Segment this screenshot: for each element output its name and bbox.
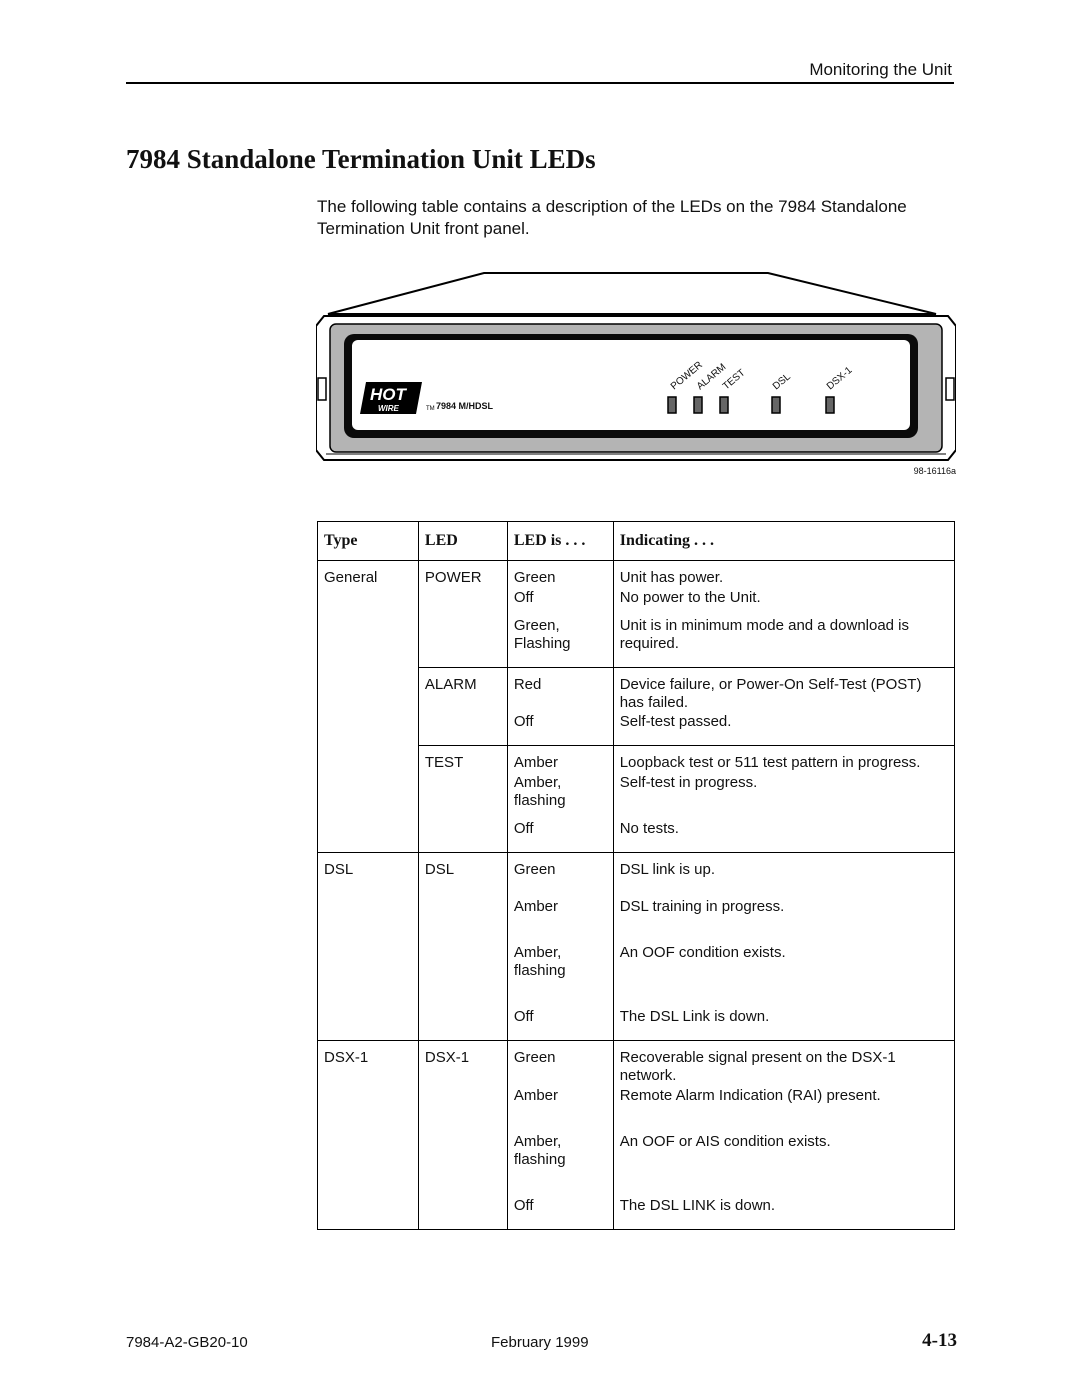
led-label-power: POWER [668,359,705,393]
led-cell [418,1133,507,1197]
table-row [318,774,955,820]
header-rule [126,82,954,84]
footer-date: February 1999 [491,1334,589,1351]
led-cell [418,820,507,853]
led-cell: POWER [418,561,507,589]
table-row [318,820,955,853]
table-header-row [318,522,955,561]
led-cell [418,589,507,617]
table-row [318,713,955,746]
state-cell: Green [507,852,613,898]
state-cell: Green [507,1041,613,1087]
meaning-cell: DSL training in progress. [613,898,954,944]
meaning-cell: Device failure, or Power-On Self-Test (POST) has failed. [613,667,954,713]
table-row [318,1133,955,1197]
table-row [318,667,955,713]
type-cell [318,1197,419,1230]
type-cell [318,944,419,1008]
svg-text:WIRE: WIRE [378,404,399,413]
led-cell [418,1087,507,1133]
state-cell: Amber, flashing [507,944,613,1008]
type-cell [318,774,419,820]
col-header-indicating: Indicating . . . [613,522,954,561]
led-cell: TEST [418,746,507,774]
type-cell [318,1087,419,1133]
type-cell [318,1008,419,1041]
table-row [318,852,955,898]
table-row [318,1041,955,1087]
led-cell [418,1008,507,1041]
led-label-alarm: ALARM [694,361,729,393]
table-body [318,561,955,1230]
led-lenses [656,394,856,418]
type-cell [318,617,419,668]
led-cell: ALARM [418,667,507,713]
type-cell [318,1133,419,1197]
meaning-cell: No power to the Unit. [613,589,954,617]
meaning-cell: Recoverable signal present on the DSX-1 network. [613,1041,954,1087]
meaning-cell: Self-test passed. [613,713,954,746]
type-cell [318,898,419,944]
type-cell [318,667,419,713]
led-dsx1-lens [826,397,834,413]
type-cell [318,589,419,617]
led-alarm-lens [694,397,702,413]
table-row [318,944,955,1008]
state-cell: Off [507,713,613,746]
led-cell [418,1197,507,1230]
state-cell: Off [507,1197,613,1230]
state-cell: Amber [507,746,613,774]
led-cell: DSL [418,852,507,898]
state-cell: Amber [507,1087,613,1133]
table-row [318,561,955,589]
meaning-cell: Unit has power. [613,561,954,589]
type-cell: DSL [318,852,419,898]
led-cell [418,898,507,944]
page-title: 7984 Standalone Termination Unit LEDs [126,144,596,174]
meaning-cell: DSL link is up. [613,852,954,898]
table-row [318,746,955,774]
meaning-cell: An OOF condition exists. [613,944,954,1008]
meaning-cell: The DSL Link is down. [613,1008,954,1041]
type-cell [318,820,419,853]
col-header-led-is: LED is . . . [507,522,613,561]
state-cell: Off [507,820,613,853]
led-label-dsx1: DSX-1 [824,364,855,393]
type-cell [318,746,419,774]
led-label-test: TEST [720,367,748,393]
svg-text:TM: TM [426,406,435,412]
led-cell [418,617,507,668]
meaning-cell: Remote Alarm Indication (RAI) present. [613,1087,954,1133]
meaning-cell: No tests. [613,820,954,853]
led-label-dsl: DSL [770,371,793,393]
col-header-led: LED [418,522,507,561]
doc-number: 7984-A2-GB20-10 [126,1334,248,1351]
state-cell: Amber [507,898,613,944]
led-cell [418,774,507,820]
state-cell: Off [507,589,613,617]
svg-text:HOT: HOT [370,385,406,404]
table-row [318,617,955,668]
state-cell: Green, Flashing [507,617,613,668]
meaning-cell: Self-test in progress. [613,774,954,820]
led-test-lens [720,397,728,413]
state-cell: Amber, flashing [507,774,613,820]
table-row [318,1197,955,1230]
intro-paragraph: The following table contains a description of the LEDs on the 7984 Standalone Termination Unit front panel. [317,197,907,238]
figure-id: 98-16116a [913,466,956,476]
led-power-lens [668,397,676,413]
running-header: Monitoring the Unit [809,60,952,79]
table-row [318,898,955,944]
model-label: 7984 M/HDSL [436,401,494,411]
front-panel-drawing [316,270,956,480]
type-cell: General [318,561,419,589]
meaning-cell: The DSL LINK is down. [613,1197,954,1230]
col-header-type: Type [318,522,419,561]
led-table [317,521,955,1230]
led-cell: DSX-1 [418,1041,507,1087]
page-number: 4-13 [922,1330,957,1351]
state-cell: Red [507,667,613,713]
table-row [318,589,955,617]
state-cell: Amber, flashing [507,1133,613,1197]
type-cell: DSX-1 [318,1041,419,1087]
meaning-cell: Loopback test or 511 test pattern in progress. [613,746,954,774]
state-cell: Green [507,561,613,589]
front-panel-figure [316,270,956,480]
type-cell [318,713,419,746]
meaning-cell: An OOF or AIS condition exists. [613,1133,954,1197]
state-cell: Off [507,1008,613,1041]
led-cell [418,713,507,746]
meaning-cell: Unit is in minimum mode and a download is required. [613,617,954,668]
led-cell [418,944,507,1008]
led-dsl-lens [772,397,780,413]
table-row [318,1087,955,1133]
table-row [318,1008,955,1041]
hotwire-logo [356,380,436,416]
